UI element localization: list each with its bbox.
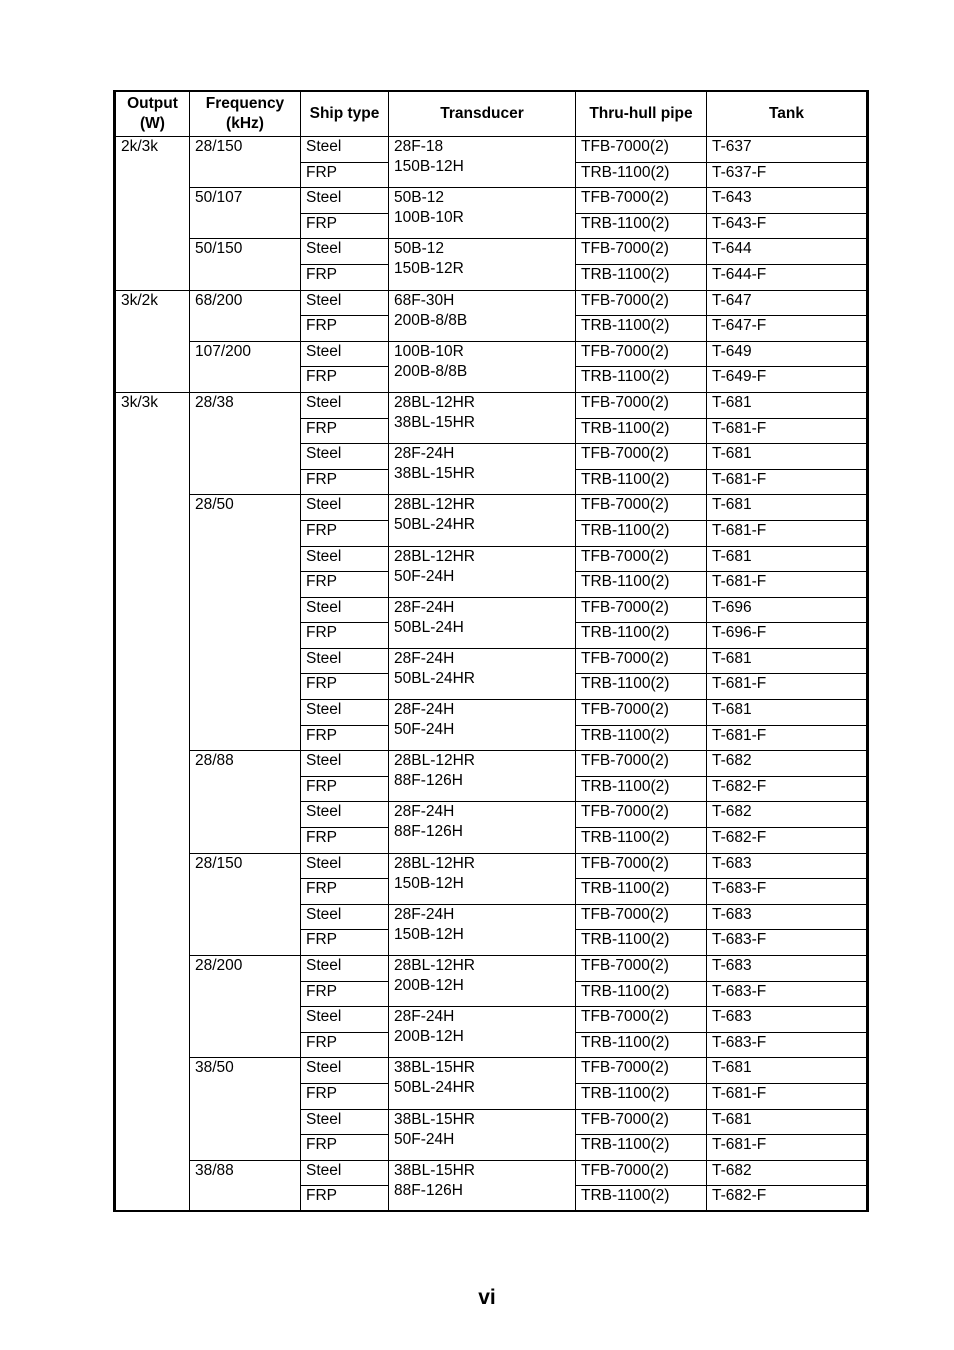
header-tank: Tank xyxy=(707,91,868,137)
tank-cell: T-681 xyxy=(707,444,868,470)
transducer-model: 100B-10R xyxy=(394,342,464,360)
ship-type-cell: FRP xyxy=(301,674,389,700)
transducer-model: 38BL-15HR xyxy=(394,1110,475,1128)
frequency-cell: 28/88 xyxy=(190,751,301,853)
transducer-model: 38BL-15HR xyxy=(394,1059,475,1077)
frequency-cell: 28/150 xyxy=(190,853,301,955)
transducer-model: 28F-24H xyxy=(394,905,455,923)
frequency-cell: 28/200 xyxy=(190,956,301,1058)
transducer-model: 68F-30H xyxy=(394,291,455,309)
transducer-cell xyxy=(389,904,576,955)
transducer-cell xyxy=(389,1007,576,1058)
transducer-model: 88F-126H xyxy=(394,772,463,790)
transducer-model: 28F-24H xyxy=(394,701,455,719)
transducer-model: 50B-12 xyxy=(394,189,444,207)
frequency-cell: 50/107 xyxy=(190,188,301,239)
frequency-cell: 28/50 xyxy=(190,495,301,751)
thru-hull-pipe-cell: TFB-7000(2) xyxy=(576,1160,707,1186)
frequency-cell: 38/88 xyxy=(190,1160,301,1211)
tank-cell: T-681-F xyxy=(707,572,868,598)
thru-hull-pipe-cell: TRB-1100(2) xyxy=(576,520,707,546)
ship-type-cell: FRP xyxy=(301,1186,389,1212)
ship-type-cell: FRP xyxy=(301,572,389,598)
thru-hull-pipe-cell: TRB-1100(2) xyxy=(576,1186,707,1212)
transducer-model: 28F-18 xyxy=(394,138,444,155)
thru-hull-pipe-cell: TRB-1100(2) xyxy=(576,981,707,1007)
output-cell: 3k/2k xyxy=(115,290,190,392)
transducer-model: 28BL-12HR xyxy=(394,752,475,770)
tank-cell: T-681 xyxy=(707,648,868,674)
transducer-model: 88F-126H xyxy=(394,1181,463,1199)
transducer-model: 28F-24H xyxy=(394,598,455,616)
thru-hull-pipe-cell: TFB-7000(2) xyxy=(576,495,707,521)
ship-type-cell: Steel xyxy=(301,853,389,879)
thru-hull-pipe-cell: TFB-7000(2) xyxy=(576,1109,707,1135)
thru-hull-pipe-cell: TFB-7000(2) xyxy=(576,700,707,726)
tank-cell: T-681-F xyxy=(707,674,868,700)
transducer-cell xyxy=(389,137,576,188)
transducer-model: 38BL-15HR xyxy=(394,413,475,431)
header-frequency: Frequency (kHz) xyxy=(190,91,301,137)
thru-hull-pipe-cell: TFB-7000(2) xyxy=(576,597,707,623)
thru-hull-pipe-cell: TFB-7000(2) xyxy=(576,188,707,214)
transducer-model: 50F-24H xyxy=(394,1130,455,1148)
tank-cell: T-682-F xyxy=(707,1186,868,1212)
tank-cell: T-643-F xyxy=(707,213,868,239)
transducer-model: 88F-126H xyxy=(394,823,463,841)
table-row xyxy=(115,1160,868,1186)
tank-cell: T-681 xyxy=(707,546,868,572)
tank-cell: T-682 xyxy=(707,802,868,828)
frequency-cell: 50/150 xyxy=(190,239,301,290)
ship-type-cell: FRP xyxy=(301,316,389,342)
tank-cell: T-643 xyxy=(707,188,868,214)
transducer-cell xyxy=(389,239,576,290)
tank-cell: T-682 xyxy=(707,1160,868,1186)
transducer-model: 50F-24H xyxy=(394,567,455,585)
page-number: vi xyxy=(478,1286,496,1309)
transducer-cell xyxy=(389,700,576,751)
transducer-cell xyxy=(389,648,576,699)
table-body xyxy=(115,137,868,1212)
tank-cell: T-683-F xyxy=(707,981,868,1007)
ship-type-cell: FRP xyxy=(301,981,389,1007)
ship-type-cell: FRP xyxy=(301,1032,389,1058)
ship-type-cell: FRP xyxy=(301,879,389,905)
ship-type-cell: FRP xyxy=(301,213,389,239)
thru-hull-pipe-cell: TFB-7000(2) xyxy=(576,853,707,879)
ship-type-cell: Steel xyxy=(301,700,389,726)
tank-cell: T-683-F xyxy=(707,879,868,905)
ship-type-cell: FRP xyxy=(301,418,389,444)
table-row xyxy=(115,1058,868,1084)
transducer-model: 28BL-12HR xyxy=(394,393,475,411)
table-row xyxy=(115,137,868,163)
transducer-model: 50F-24H xyxy=(394,721,455,739)
tank-cell: T-682-F xyxy=(707,828,868,854)
tank-cell: T-682 xyxy=(707,751,868,777)
transducer-model: 38BL-15HR xyxy=(394,1161,475,1179)
ship-type-cell: FRP xyxy=(301,623,389,649)
thru-hull-pipe-cell: TRB-1100(2) xyxy=(576,469,707,495)
ship-type-cell: FRP xyxy=(301,1135,389,1161)
ship-type-cell: Steel xyxy=(301,137,389,163)
ship-type-cell: Steel xyxy=(301,648,389,674)
transducer-cell xyxy=(389,1058,576,1109)
tank-cell: T-681-F xyxy=(707,725,868,751)
tank-cell: T-681 xyxy=(707,392,868,418)
output-cell: 3k/3k xyxy=(115,392,190,1211)
ship-type-cell: Steel xyxy=(301,188,389,214)
ship-type-cell: Steel xyxy=(301,546,389,572)
frequency-cell: 38/50 xyxy=(190,1058,301,1160)
thru-hull-pipe-cell: TFB-7000(2) xyxy=(576,904,707,930)
thru-hull-pipe-cell: TFB-7000(2) xyxy=(576,546,707,572)
ship-type-cell: Steel xyxy=(301,1007,389,1033)
transducer-model: 200B-12H xyxy=(394,977,464,994)
tank-cell: T-644-F xyxy=(707,264,868,290)
transducer-model: 150B-12H xyxy=(394,925,464,943)
thru-hull-pipe-cell: TRB-1100(2) xyxy=(576,316,707,342)
ship-type-cell: Steel xyxy=(301,495,389,521)
transducer-model: 50BL-24HR xyxy=(394,669,475,687)
transducer-model: 28BL-12HR xyxy=(394,547,475,565)
transducer-cell xyxy=(389,495,576,546)
ship-type-cell: FRP xyxy=(301,520,389,546)
transducer-model: 150B-12H xyxy=(394,874,464,892)
tank-cell: T-683-F xyxy=(707,1032,868,1058)
transducer-model: 150B-12H xyxy=(394,158,464,175)
ship-type-cell: Steel xyxy=(301,1109,389,1135)
tank-cell: T-681 xyxy=(707,1109,868,1135)
tank-cell: T-681 xyxy=(707,1058,868,1084)
thru-hull-pipe-cell: TRB-1100(2) xyxy=(576,572,707,598)
tank-cell: T-681-F xyxy=(707,418,868,444)
transducer-model: 28BL-12HR xyxy=(394,496,475,514)
thru-hull-pipe-cell: TRB-1100(2) xyxy=(576,213,707,239)
tank-cell: T-647 xyxy=(707,290,868,316)
table-row xyxy=(115,188,868,214)
ship-type-cell: FRP xyxy=(301,264,389,290)
transducer-model: 28F-24H xyxy=(394,803,455,821)
tank-cell: T-682-F xyxy=(707,776,868,802)
transducer-model: 50BL-24H xyxy=(394,618,464,636)
transducer-model: 28F-24H xyxy=(394,1008,455,1026)
transducer-cell xyxy=(389,188,576,239)
ship-type-cell: Steel xyxy=(301,1160,389,1186)
ship-type-cell: Steel xyxy=(301,802,389,828)
transducer-model: 28BL-12HR xyxy=(394,854,475,872)
ship-type-cell: FRP xyxy=(301,828,389,854)
ship-type-cell: Steel xyxy=(301,341,389,367)
transducer-cell xyxy=(389,444,576,495)
transducer-model: 50BL-24HR xyxy=(394,1079,475,1097)
tank-cell: T-696 xyxy=(707,597,868,623)
tank-cell: T-683-F xyxy=(707,930,868,956)
table-row xyxy=(115,290,868,316)
transducer-model: 200B-8/8B xyxy=(394,311,468,329)
transducer-cell xyxy=(389,853,576,904)
transducer-cell xyxy=(389,802,576,853)
transducer-cell xyxy=(389,392,576,443)
tank-cell: T-681 xyxy=(707,700,868,726)
thru-hull-pipe-cell: TRB-1100(2) xyxy=(576,264,707,290)
frequency-cell: 68/200 xyxy=(190,290,301,341)
table-row xyxy=(115,239,868,265)
ship-type-cell: Steel xyxy=(301,444,389,470)
tank-cell: T-683 xyxy=(707,853,868,879)
thru-hull-pipe-cell: TFB-7000(2) xyxy=(576,648,707,674)
transducer-cell xyxy=(389,341,576,392)
thru-hull-pipe-cell: TFB-7000(2) xyxy=(576,1058,707,1084)
tank-cell: T-696-F xyxy=(707,623,868,649)
table-row xyxy=(115,341,868,367)
ship-type-cell: Steel xyxy=(301,597,389,623)
thru-hull-pipe-cell: TFB-7000(2) xyxy=(576,802,707,828)
transducer-model: 100B-10R xyxy=(394,209,464,227)
transducer-model: 50BL-24HR xyxy=(394,516,475,534)
ship-type-cell: FRP xyxy=(301,367,389,393)
transducer-model: 28BL-12HR xyxy=(394,957,475,974)
thru-hull-pipe-cell: TRB-1100(2) xyxy=(576,879,707,905)
transducer-model: 200B-8/8B xyxy=(394,362,468,380)
thru-hull-pipe-cell: TRB-1100(2) xyxy=(576,1032,707,1058)
frequency-cell: 28/150 xyxy=(190,137,301,188)
tank-cell: T-681 xyxy=(707,495,868,521)
thru-hull-pipe-cell: TFB-7000(2) xyxy=(576,137,707,163)
tank-cell: T-683 xyxy=(707,904,868,930)
ship-type-cell: Steel xyxy=(301,956,389,982)
transducer-model: 38BL-15HR xyxy=(394,465,475,483)
frequency-cell: 107/200 xyxy=(190,341,301,392)
transducer-cell xyxy=(389,597,576,648)
transducer-cell xyxy=(389,290,576,341)
table-row xyxy=(115,956,868,982)
ship-type-cell: Steel xyxy=(301,904,389,930)
header-output: Output (W) xyxy=(115,91,190,137)
ship-type-cell: Steel xyxy=(301,392,389,418)
ship-type-cell: FRP xyxy=(301,1083,389,1109)
transducer-model: 50B-12 xyxy=(394,240,444,258)
thru-hull-pipe-cell: TFB-7000(2) xyxy=(576,751,707,777)
frequency-cell: 28/38 xyxy=(190,392,301,494)
thru-hull-pipe-cell: TFB-7000(2) xyxy=(576,341,707,367)
table-row xyxy=(115,392,868,418)
thru-hull-pipe-cell: TRB-1100(2) xyxy=(576,418,707,444)
thru-hull-pipe-cell: TFB-7000(2) xyxy=(576,956,707,982)
spec-table xyxy=(113,90,869,1212)
tank-cell: T-681-F xyxy=(707,1135,868,1161)
thru-hull-pipe-cell: TRB-1100(2) xyxy=(576,1135,707,1161)
header-transducer: Transducer xyxy=(389,91,576,137)
tank-cell: T-647-F xyxy=(707,316,868,342)
transducer-cell xyxy=(389,751,576,802)
ship-type-cell: FRP xyxy=(301,725,389,751)
thru-hull-pipe-cell: TFB-7000(2) xyxy=(576,444,707,470)
output-cell: 2k/3k xyxy=(115,137,190,291)
transducer-model: 150B-12R xyxy=(394,260,464,278)
tank-cell: T-683 xyxy=(707,956,868,982)
tank-cell: T-644 xyxy=(707,239,868,265)
tank-cell: T-649-F xyxy=(707,367,868,393)
transducer-model: 200B-12H xyxy=(394,1028,464,1046)
thru-hull-pipe-cell: TRB-1100(2) xyxy=(576,930,707,956)
thru-hull-pipe-cell: TFB-7000(2) xyxy=(576,1007,707,1033)
thru-hull-pipe-cell: TRB-1100(2) xyxy=(576,162,707,188)
transducer-model: 28F-24H xyxy=(394,649,455,667)
thru-hull-pipe-cell: TRB-1100(2) xyxy=(576,367,707,393)
thru-hull-pipe-cell: TRB-1100(2) xyxy=(576,1083,707,1109)
header-thru-hull-pipe: Thru-hull pipe xyxy=(576,91,707,137)
thru-hull-pipe-cell: TRB-1100(2) xyxy=(576,725,707,751)
table-row xyxy=(115,751,868,777)
transducer-cell xyxy=(389,546,576,597)
ship-type-cell: Steel xyxy=(301,1058,389,1084)
tank-cell: T-649 xyxy=(707,341,868,367)
ship-type-cell: FRP xyxy=(301,776,389,802)
ship-type-cell: Steel xyxy=(301,290,389,316)
transducer-cell xyxy=(389,956,576,1007)
tank-cell: T-637 xyxy=(707,137,868,163)
ship-type-cell: FRP xyxy=(301,162,389,188)
ship-type-cell: Steel xyxy=(301,239,389,265)
header-row xyxy=(115,91,868,137)
ship-type-cell: FRP xyxy=(301,930,389,956)
thru-hull-pipe-cell: TFB-7000(2) xyxy=(576,290,707,316)
transducer-cell xyxy=(389,1109,576,1160)
thru-hull-pipe-cell: TRB-1100(2) xyxy=(576,674,707,700)
tank-cell: T-681-F xyxy=(707,1083,868,1109)
transducer-cell xyxy=(389,1160,576,1211)
tank-cell: T-681-F xyxy=(707,469,868,495)
table-row xyxy=(115,853,868,879)
thru-hull-pipe-cell: TRB-1100(2) xyxy=(576,828,707,854)
ship-type-cell: Steel xyxy=(301,751,389,777)
table-row xyxy=(115,495,868,521)
thru-hull-pipe-cell: TFB-7000(2) xyxy=(576,392,707,418)
thru-hull-pipe-cell: TRB-1100(2) xyxy=(576,623,707,649)
tank-cell: T-637-F xyxy=(707,162,868,188)
tank-cell: T-683 xyxy=(707,1007,868,1033)
tank-cell: T-681-F xyxy=(707,520,868,546)
header-ship-type: Ship type xyxy=(301,91,389,137)
ship-type-cell: FRP xyxy=(301,469,389,495)
transducer-model: 28F-24H xyxy=(394,445,455,463)
thru-hull-pipe-cell: TRB-1100(2) xyxy=(576,776,707,802)
thru-hull-pipe-cell: TFB-7000(2) xyxy=(576,239,707,265)
